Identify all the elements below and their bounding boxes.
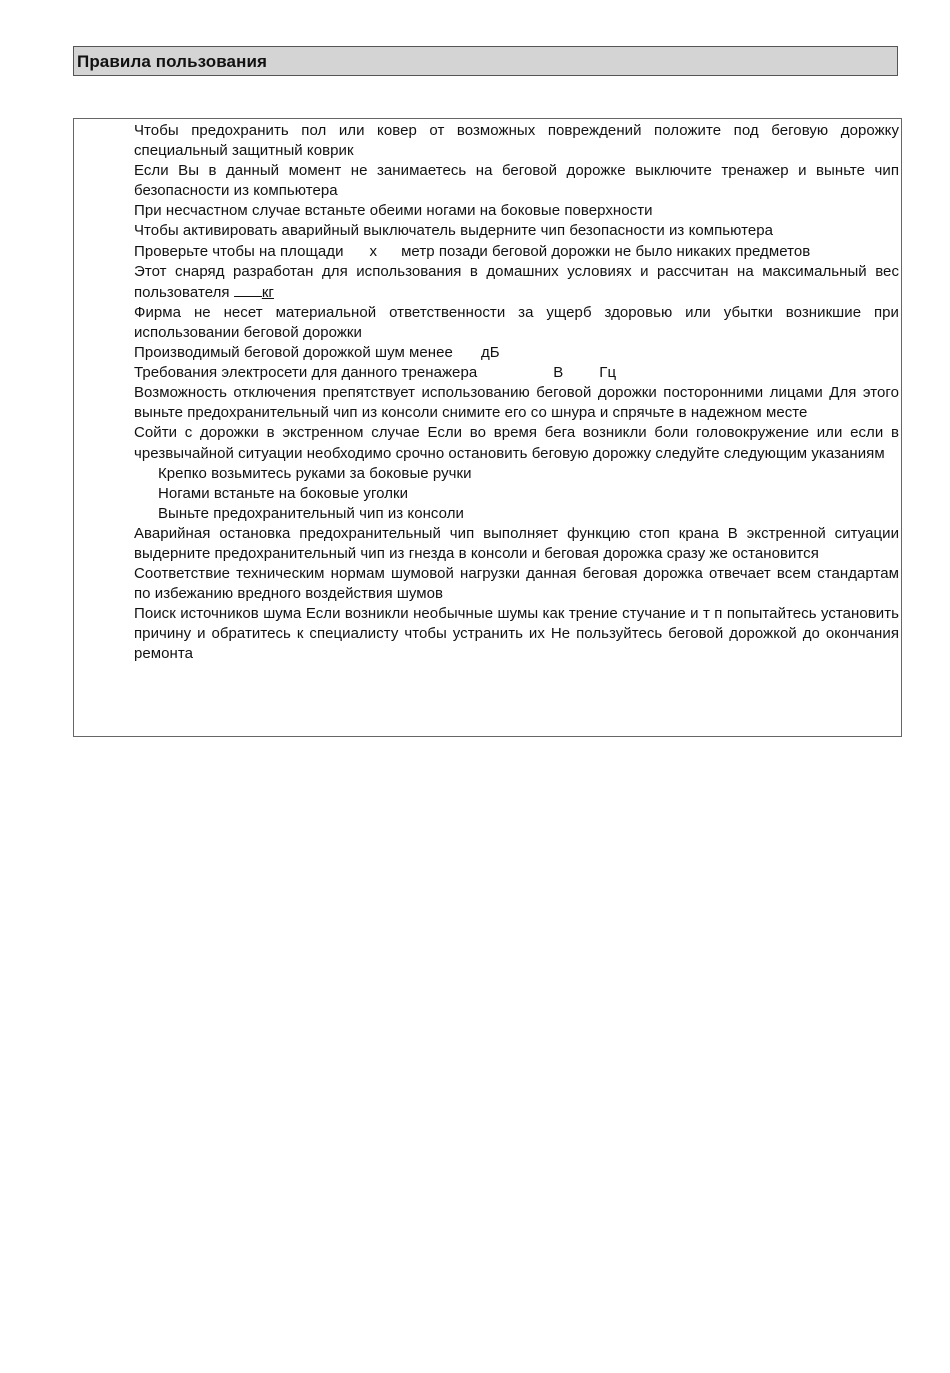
rule-floor-mat: Чтобы предохранить пол или ковер от возможных повреждений положите под беговую дорожку специальный защитный коврик — [134, 122, 899, 160]
rule-clear-area-x: х — [369, 242, 378, 260]
rule-noise-standards: Соответствие техническим нормам шумовой нагрузки данная беговая дорожка отвечает всем стандартам по избежанию вредного воздействия шумов — [134, 565, 899, 603]
max-weight-unit: кг — [261, 283, 274, 301]
frequency-unit: Гц — [599, 364, 617, 382]
voltage-unit: В — [553, 364, 564, 382]
rule-clear-area-text-1: Проверьте чтобы на площади — [134, 242, 344, 260]
rule-switch-off: Если Вы в данный момент не занимаетесь на беговой дорожке выключите тренажер и выньте чип безопасности из компьютера — [134, 162, 899, 200]
rule-power-text: Требования электросети для данного тренажера — [134, 364, 478, 382]
rule-noise-level — [134, 343, 899, 363]
emergency-step-3: Выньте предохранительный чип из консоли — [158, 504, 464, 522]
emergency-step-1: Крепко возьмитесь руками за боковые ручки — [158, 464, 472, 482]
rules-list — [134, 121, 899, 665]
rule-emergency-exit: Сойти с дорожки в экстренном случае Если во время бега возникли боли головокружение или если в чрезвычайной ситуации необходимо срочно остановить беговую дорожку следуйте следующим указаниям — [134, 424, 899, 462]
rule-max-weight-text: Этот снаряд разработан для использования в домашних условиях и рассчитан на максимальный вес пользователя — [134, 262, 899, 301]
rule-accident: При несчастном случае встаньте обеими ногами на боковые поверхности — [134, 202, 653, 220]
rule-emergency-stop: Аварийная остановка предохранительный чип выполняет функцию стоп крана В экстренной ситуации выдерните предохранительный чип из гнезда в консоли и беговая дорожка сразу же остановится — [134, 524, 899, 562]
rule-power-requirements — [134, 363, 899, 383]
noise-unit: дБ — [480, 344, 500, 362]
rule-liability: Фирма не несет материальной ответственности за ущерб здоровью или убытки возникшие при использовании беговой дорожки — [134, 303, 899, 341]
rule-clear-area-text-2: метр позади беговой дорожки не было никаких предметов — [401, 242, 811, 260]
rule-noise-level-text: Производимый беговой дорожкой шум менее — [134, 344, 453, 362]
rule-noise-search: Поиск источников шума Если возникли необычные шумы как трение стучание и т п попытайтесь установить причину и обратитесь к специалисту чтобы устранить их Не пользуйтесь беговой дорожкой до окончания ремонта — [134, 605, 899, 663]
rule-clear-area — [134, 242, 899, 262]
rule-max-weight — [134, 262, 899, 303]
emergency-step-2: Ногами встаньте на боковые уголки — [158, 484, 409, 502]
section-title: Правила пользования — [77, 52, 268, 71]
max-weight-blank — [234, 282, 262, 297]
rule-disable-access: Возможность отключения препятствует использованию беговой дорожки посторонними лицами Для этого выньте предохранительный чип из консоли снимите его со шнура и спрячьте в надежном месте — [134, 384, 899, 422]
rules-box — [73, 118, 902, 737]
section-header — [73, 46, 898, 76]
rule-emergency-switch: Чтобы активировать аварийный выключатель выдерните чип безопасности из компьютера — [134, 222, 774, 240]
